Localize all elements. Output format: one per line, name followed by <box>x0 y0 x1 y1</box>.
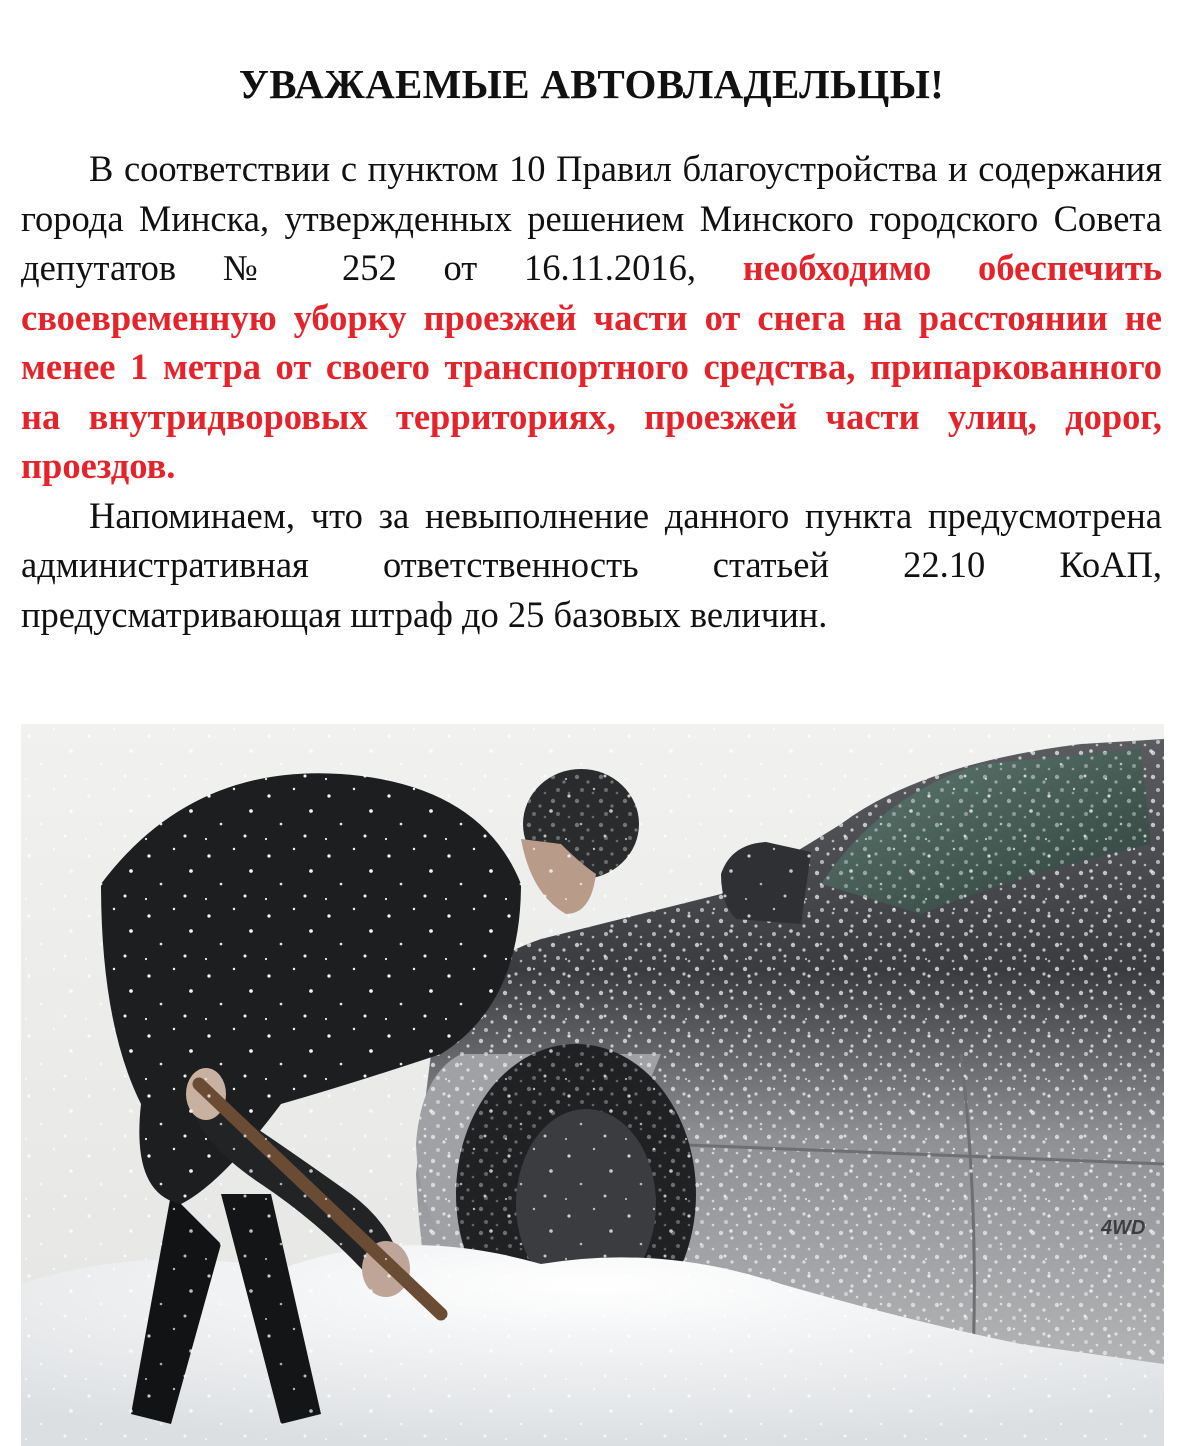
snow-clearing-requirement: необходимо обеспечить своевременную уборку проезжей части от снега на расстоянии не менее 1 метра от своего транспортного средства, припаркованного на внутридворовых территориях, проезжей части улиц, дорог, проездов. <box>21 247 1163 486</box>
snow-clearing-photo <box>21 724 1164 1446</box>
notice-document <box>21 0 1162 639</box>
paragraph-regulation <box>21 144 1162 491</box>
paragraph-penalty-reminder: Напоминаем, что за невыполнение данного пункта предусмотрена административная ответственность статьей 22.10 КоАП, предусматривающая штраф до 25 базовых величин. <box>21 494 1162 635</box>
regulation-reference-text: В соответствии с пунктом 10 Правил благоустройства и содержания города Минска, утвержденных решением Минского городского Совета депутатов № 252 от 16.11.2016, <box>21 148 1162 288</box>
falling-snow <box>21 724 1164 1446</box>
notice-title: УВАЖАЕМЫЕ АВТОВЛАДЕЛЬЦЫ! <box>238 61 945 107</box>
